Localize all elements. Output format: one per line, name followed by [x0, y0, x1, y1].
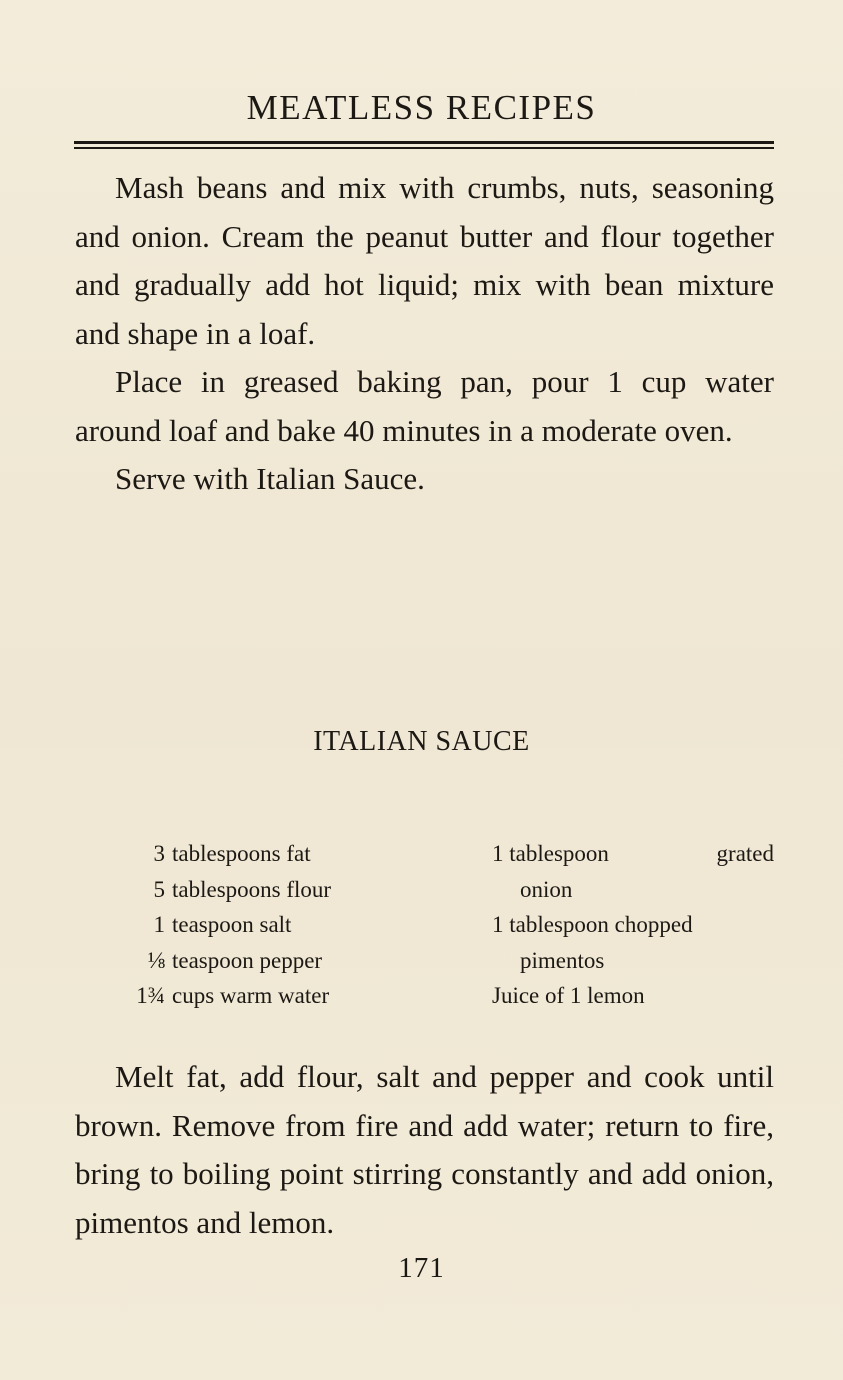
page-number: 171 [398, 1252, 445, 1284]
ingredient-quantity: 1 tablespoon [492, 841, 609, 866]
ingredient-quantity: 3 [153, 841, 165, 866]
paragraph: Serve with Italian Sauce. [115, 461, 425, 496]
recipe-title: ITALIAN SAUCE [313, 726, 530, 757]
header-rule-thin [74, 147, 774, 149]
ingredient-item [120, 872, 420, 908]
ingredient-name: teaspoon pepper [172, 947, 323, 973]
header-rule-thick [74, 141, 774, 144]
ingredient-name: tablespoons flour [172, 876, 332, 902]
ingredient-quantity: 1 [153, 912, 165, 937]
ingredients-column-left [120, 836, 420, 1014]
sauce-method [75, 1053, 774, 1247]
ingredient-item [120, 836, 420, 872]
running-head: MEATLESS RECIPES [246, 88, 597, 127]
ingredient-item [492, 836, 774, 872]
ingredient-quantity: ⅛ [147, 947, 165, 973]
ingredient-continuation: onion [520, 876, 573, 902]
ingredient-name: grated [716, 841, 774, 866]
ingredient-item [120, 943, 420, 979]
ingredient-item [120, 978, 420, 1014]
ingredient-name: tablespoons fat [172, 841, 311, 866]
ingredient-name: teaspoon salt [172, 912, 292, 937]
ingredient-name: cups warm water [172, 983, 330, 1008]
ingredient-quantity: 1¾ [136, 983, 165, 1008]
loaf-instructions [75, 164, 774, 504]
ingredient-item [120, 907, 420, 943]
ingredient-quantity: 5 [153, 876, 165, 902]
ingredient-item: Juice of 1 lemon [492, 983, 645, 1008]
paragraph: Mash beans and mix with crumbs, nuts, seasoning and onion. Cream the peanut butter and flour together and gradually add hot liquid; mix with bean mixture and shape in a loaf. [75, 170, 774, 351]
paragraph: Melt fat, add flour, salt and pepper and cook until brown. Remove from fire and add water; return to fire, bring to boiling point stirring constantly and add onion, pimentos and lemon. [75, 1059, 774, 1240]
paragraph: Place in greased baking pan, pour 1 cup water around loaf and bake 40 minutes in a moderate oven. [75, 364, 774, 448]
ingredient-item: 1 tablespoon chopped [492, 912, 693, 937]
ingredient-continuation: pimentos [520, 947, 605, 973]
ingredients-column-right [492, 836, 774, 1014]
